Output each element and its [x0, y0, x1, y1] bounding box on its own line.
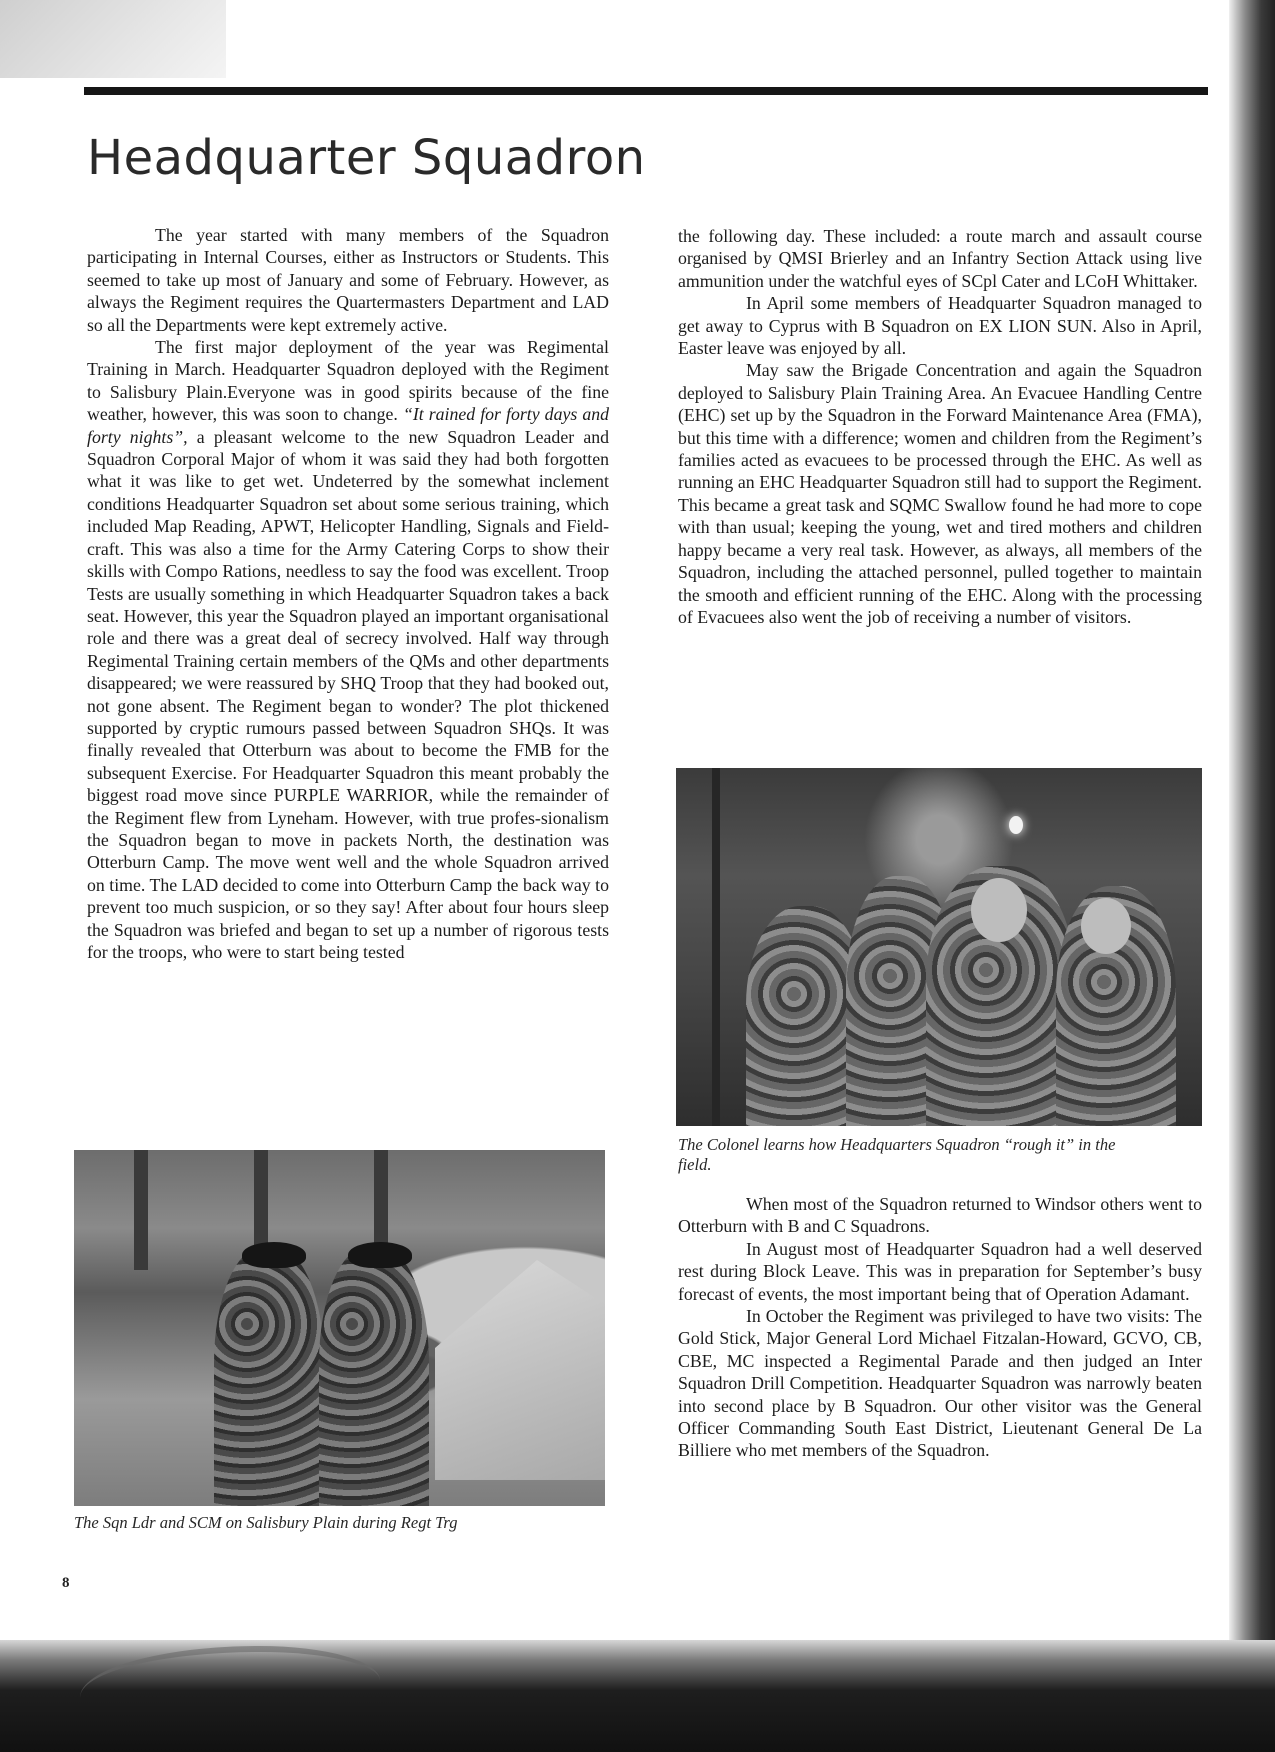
- header-rule: [84, 87, 1208, 95]
- photo-beret: [348, 1242, 412, 1268]
- page-number: 8: [62, 1575, 70, 1591]
- photo-sqn-ldr-scm: [74, 1150, 605, 1506]
- scan-shadow-corner: [0, 0, 226, 78]
- photo-soldier-head: [1081, 898, 1131, 954]
- photo-tent: [435, 1260, 605, 1480]
- photo-beret: [242, 1242, 306, 1268]
- scan-shadow-right-edge: [1229, 0, 1275, 1752]
- paragraph: the following day. These included: a route march and assault course organised by QMSI Brierley and an Infantry Section Attack using live ammunition under the watchful eyes of SCpl Cater and LCoH Whittaker.: [678, 226, 1202, 291]
- right-column-top: [678, 225, 1202, 628]
- paragraph: When most of the Squadron returned to Windsor others went to Otterburn with B and C Squadrons.: [678, 1194, 1202, 1237]
- photo-soldier: [214, 1246, 324, 1506]
- photo-caption-right: The Colonel learns how Headquarters Squadron “rough it” in the field.: [678, 1135, 1116, 1174]
- photo-colonel-in-field: [676, 768, 1202, 1126]
- photo-colonel-head: [971, 878, 1027, 942]
- photo-caption-left: The Sqn Ldr and SCM on Salisbury Plain during Regt Trg: [74, 1513, 458, 1532]
- paragraph: In October the Regiment was privileged to have two visits: The Gold Stick, Major General Lord Michael Fitzalan-Howard, GCVO, CB, CBE, MC inspected a Regimental Parade and then judged an Inter Squadron Drill Competition. Headquarter Squadron was narrowly beaten into second place by B Squadron. Our other visitor was the General Officer Commanding South East District, Lieutenant General De La Billiere who met members of the Squadron.: [678, 1306, 1202, 1461]
- photo-tent-pole: [712, 768, 720, 1126]
- scan-binding-curve: [80, 1646, 380, 1732]
- right-column-bottom: [678, 1193, 1202, 1462]
- paragraph: The year started with many members of the Squadron participating in Internal Courses, either as Instructors or Students. This seemed to take up most of January and some of February. However, as always the Regiment requires the Quartermasters Department and LAD so all the Departments were kept extremely active.: [87, 225, 609, 335]
- paragraph: [87, 336, 609, 963]
- rain-quote: “It rained for forty days and forty nights”,: [87, 404, 610, 447]
- paragraph: May saw the Brigade Concentration and again the Squadron deployed to Salisbury Plain Training Area. An Evacuee Handling Centre (EHC) set up by the Squadron in the Forward Maintenance Area (FMA), but this time with a difference; women and children from the Regiment’s families acted as evacuees to be processed through the EHC. As well as running an EHC Headquarter Squadron still had to support the Regiment. This became a great task and SQMC Swallow found he had more to cope with than usual; keeping the young, wet and tired mothers and children happy became a very real task. However, as always, all members of the Squadron, including the attached personnel, pulled together to maintain the smooth and efficient running of the EHC. Along with the processing of Evacuees also went the job of receiving a number of visitors.: [678, 360, 1202, 627]
- paragraph: In August most of Headquarter Squadron had a well deserved rest during Block Leave. This was in preparation for September’s busy forecast of events, the most important being that of Operation Adamant.: [678, 1238, 1202, 1304]
- left-column: [87, 224, 609, 963]
- scan-shadow-bottom: [0, 1640, 1275, 1752]
- paragraph-text: a pleasant welcome to the new Squadron Leader and Squadron Corporal Major of whom it was said they had both forgotten what it was like to get wet. Undeterred by the somewhat inclement conditions Headquarter Squadron set about some serious training, which included Map Reading, APWT, Helicopter Handling, Signals and Field-craft. This was also a time for the Army Catering Corps to show their skills with Compo Rations, needless to say the food was excellent. Troop Tests are usually something in which Headquarter Squadron takes a back seat. However, this year the Squadron played an important organisational role and there was a great deal of secrecy involved. Half way through Regimental Training certain members of the QMs and other departments disappeared; we were reassured by SHQ Troop that they had booked out, not gone absent. The Regiment began to wonder? The plot thickened supported by cryptic rumours passed between Squadron SHQs. It was finally revealed that Otterburn was about to become the FMB for the subsequent Exercise. For Headquarter Squadron this meant probably the biggest road move since PURPLE WARRIOR, while the remainder of the Regiment flew from Lyneham. However, with true profes-sionalism the Squadron began to move in packets North, the destination was Otterburn Camp. The move went well and the whole Squadron arrived on time. The LAD decided to come into Otterburn Camp the back way to prevent too much suspicion, or so they say! After about four hours sleep the Squadron was briefed and began to set up a number of rigorous tests for the troops, who were to start being tested: [87, 426, 609, 962]
- photo-light-bulb: [1009, 816, 1023, 834]
- paragraph: In April some members of Headquarter Squadron managed to get away to Cyprus with B Squadron on EX LION SUN. Also in April, Easter leave was enjoyed by all.: [678, 293, 1202, 359]
- page-title: Headquarter Squadron: [87, 130, 646, 186]
- paragraph-text: The first major deployment of the year was Regimental Training in March. Headquarter Squadron deployed with the Regiment to Salisbury Plain.Everyone was in good spirits because of the fine weather, however, this was soon to change.: [87, 337, 609, 425]
- photo-soldier: [319, 1246, 429, 1506]
- photo-tree: [134, 1150, 148, 1270]
